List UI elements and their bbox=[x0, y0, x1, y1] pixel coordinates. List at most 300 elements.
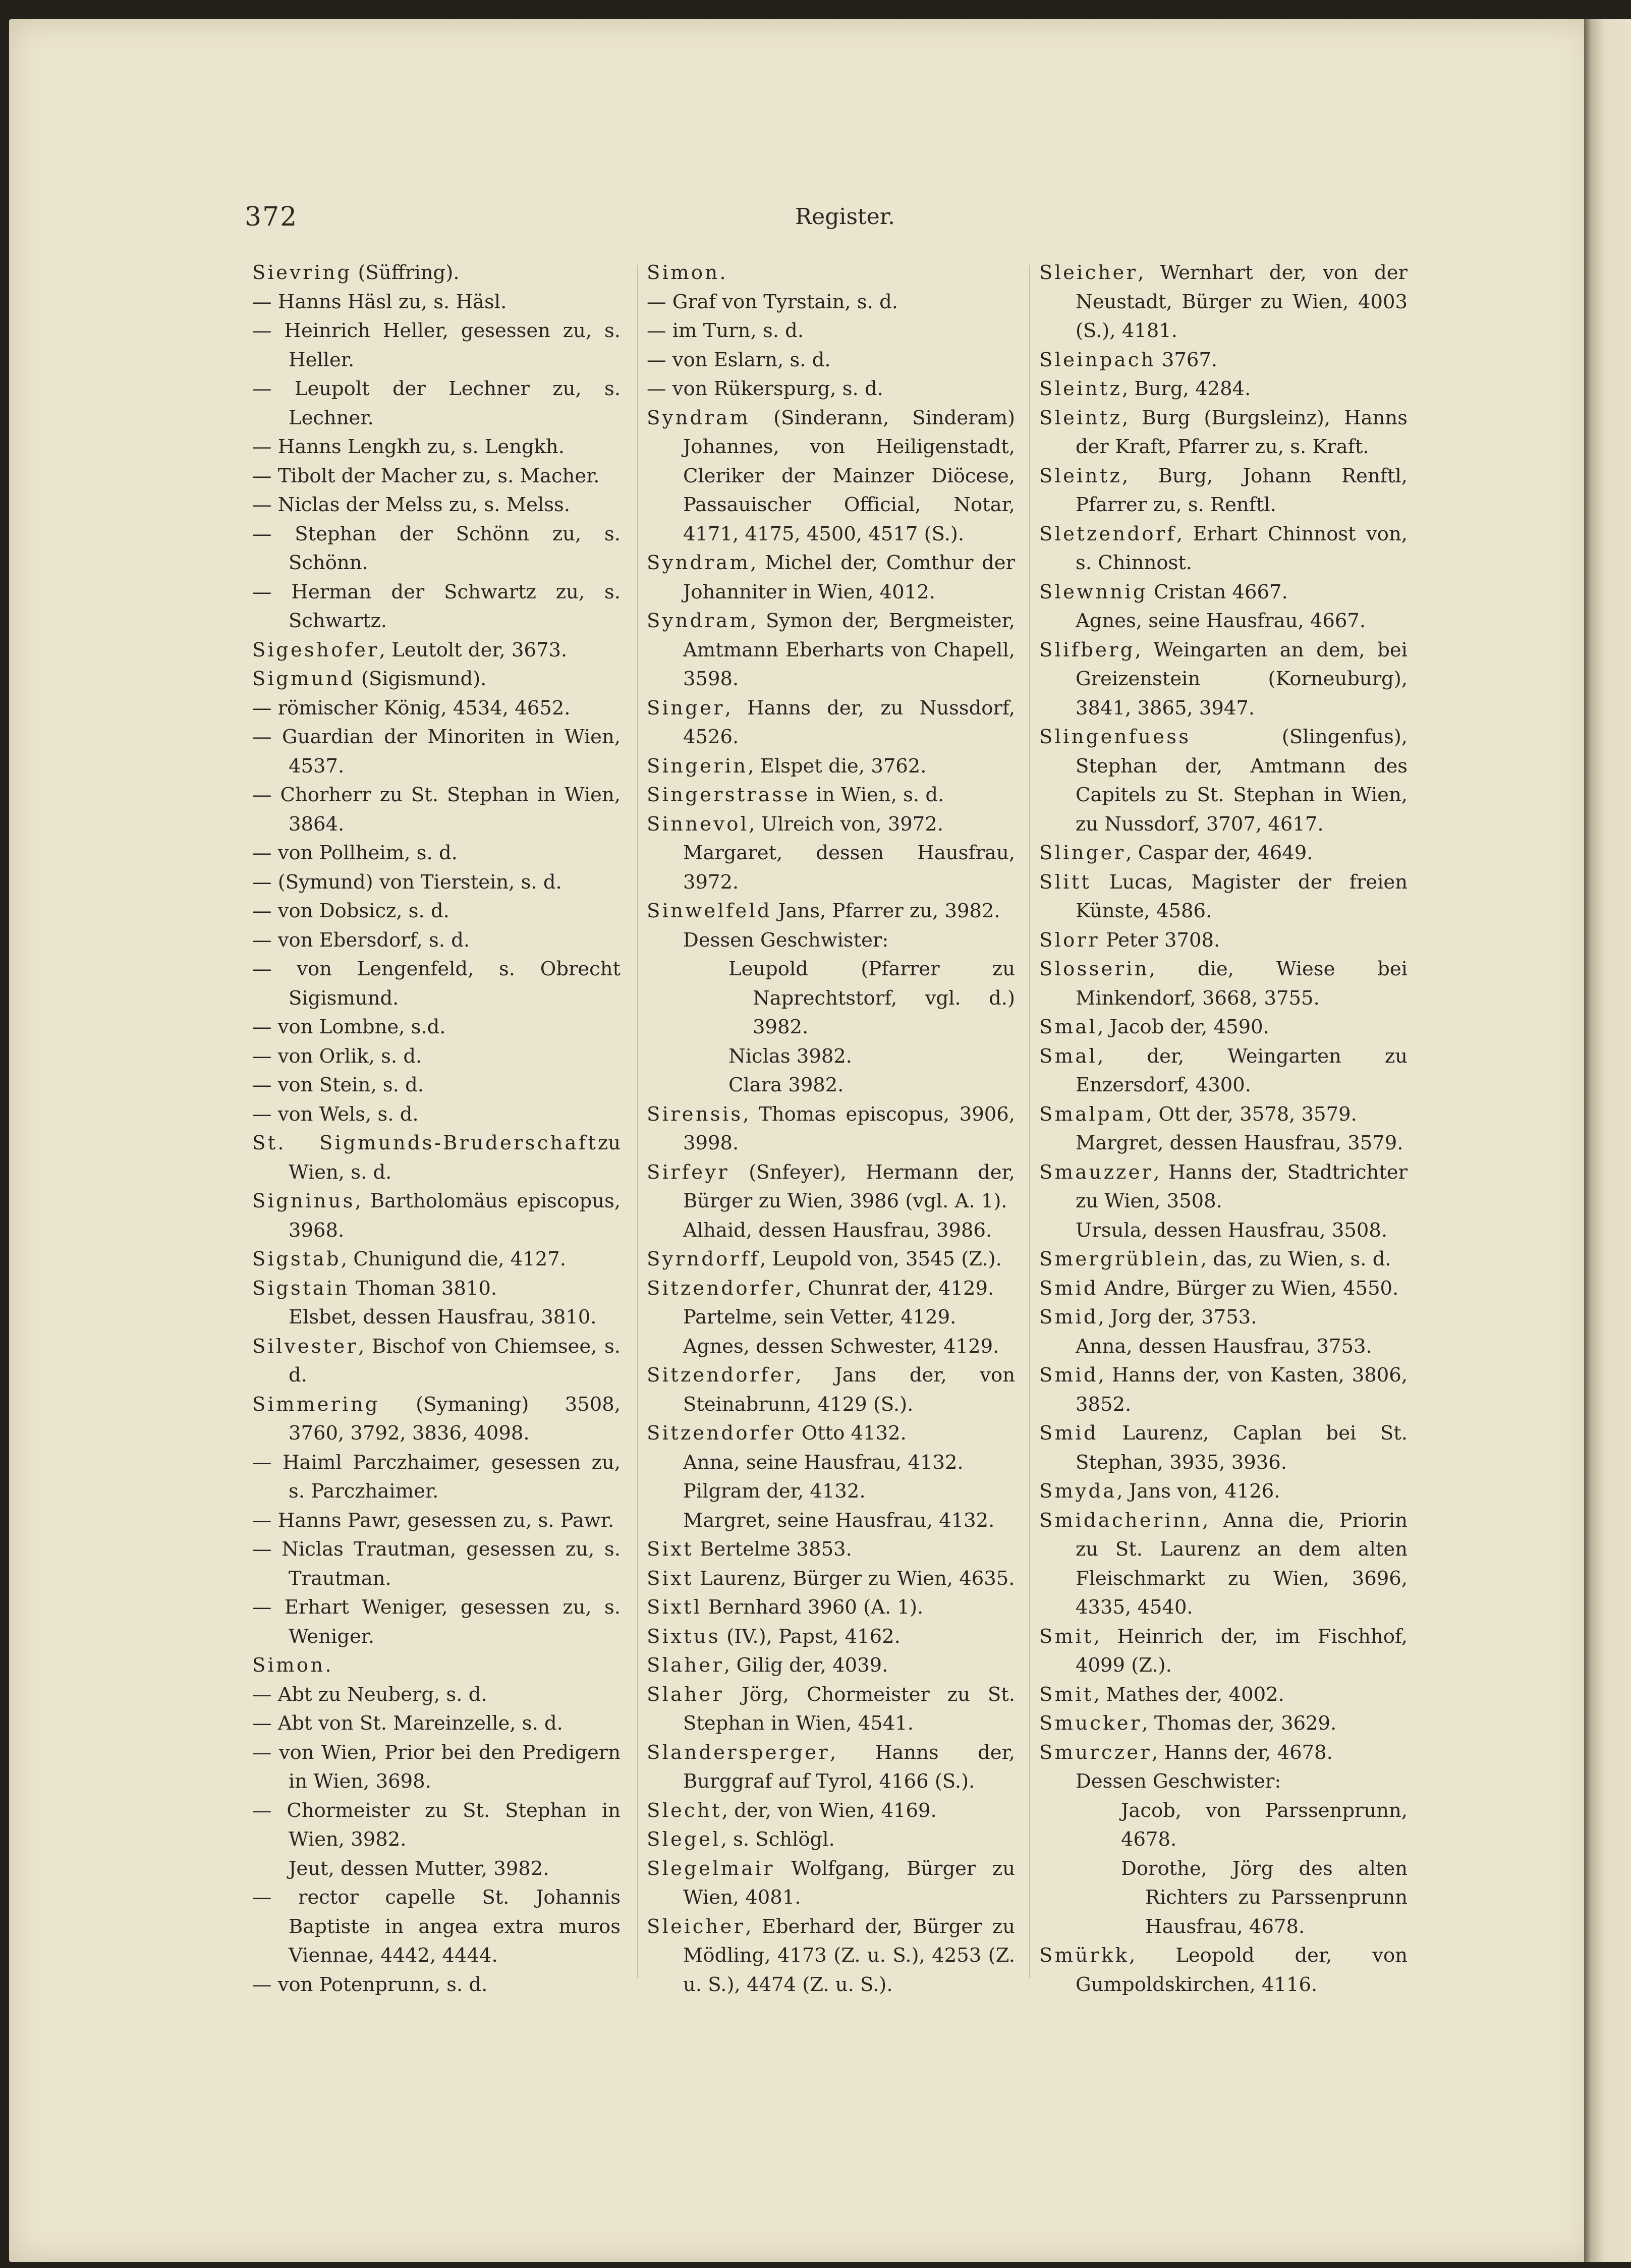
index-entry bbox=[647, 606, 1015, 694]
entry-headword: Smauzzer bbox=[1039, 1160, 1154, 1184]
index-entry bbox=[647, 404, 1015, 549]
index-entry bbox=[1039, 1245, 1408, 1274]
entry-text: , Caspar der, 4649. bbox=[1126, 842, 1313, 864]
entry-text: — im Turn, s. d. bbox=[647, 319, 804, 342]
entry-text: , Eberhard der, Bürger zu Mödling, 4173 (Z. u. S.), 4253 (Z. u. S.), 4474 (Z. u. S.). bbox=[683, 1915, 1015, 1996]
entry-headword: Smyda bbox=[1039, 1480, 1117, 1503]
entry-text: Bernhard 3960 (A. 1). bbox=[702, 1596, 924, 1619]
entry-headword: Sleinpach bbox=[1039, 348, 1156, 371]
entry-headword: Smid bbox=[1039, 1422, 1098, 1445]
entry-text: Jans, Pfarrer zu, 3982. bbox=[771, 900, 1000, 922]
index-entry bbox=[252, 897, 621, 926]
entry-headword: Singerstrasse bbox=[647, 784, 810, 806]
entry-text: — Niclas der Melss zu, s. Melss. bbox=[252, 493, 570, 516]
entry-text: Pilgram der, 4132. bbox=[683, 1480, 866, 1503]
entry-text: , Burg, 4284. bbox=[1121, 377, 1251, 400]
index-entry bbox=[647, 1796, 1015, 1826]
index-entry bbox=[1039, 404, 1408, 462]
entry-text: , Hanns der, 4678. bbox=[1152, 1741, 1333, 1764]
index-entry bbox=[252, 1100, 621, 1129]
entry-text: , Anna die, Priorin zu St. Laurenz an dem alten Fleischmarkt zu Wien, 3696, 4335, 4540. bbox=[1076, 1509, 1408, 1619]
index-entry bbox=[252, 316, 621, 374]
entry-text: — von Dobsicz, s. d. bbox=[252, 900, 449, 922]
entry-headword: Smal bbox=[1039, 1016, 1098, 1038]
entry-text: . bbox=[719, 261, 726, 284]
entry-text: , Ulreich von, 3972. bbox=[749, 812, 943, 836]
entry-headword: Smalpam bbox=[1039, 1102, 1146, 1126]
entry-text: (Süffring). bbox=[352, 261, 460, 284]
entry-text: , Weingarten an dem, bei Greizenstein (Korneuburg), 3841, 3865, 3947. bbox=[1076, 638, 1408, 720]
index-entry bbox=[1039, 1738, 1408, 1767]
entry-headword: Sigstab bbox=[252, 1248, 341, 1270]
entry-text: , Symon der, Bergmeister, Amtmann Eberharts von Chapell, 3598. bbox=[683, 610, 1015, 690]
entry-headword: Sleicher bbox=[647, 1915, 746, 1938]
entry-text: — von Ebersdorf, s. d. bbox=[252, 928, 470, 952]
index-entry bbox=[647, 1245, 1015, 1274]
index-entry bbox=[252, 1970, 621, 2000]
index-entry bbox=[252, 1651, 621, 1680]
column-divider bbox=[1029, 265, 1030, 1978]
entry-text: Peter 3708. bbox=[1099, 928, 1220, 952]
index-entry bbox=[1039, 1274, 1408, 1303]
entry-text: — von Pollheim, s. d. bbox=[252, 842, 458, 864]
index-entry bbox=[647, 781, 1015, 810]
index-entry bbox=[252, 839, 621, 868]
entry-text: , die, Wiese bei Minkendorf, 3668, 3755. bbox=[1076, 958, 1408, 1010]
index-entry bbox=[647, 1419, 1015, 1448]
entry-headword: Smergrüblein bbox=[1039, 1248, 1201, 1270]
index-entry bbox=[647, 810, 1015, 839]
entry-headword: Smit bbox=[1039, 1683, 1094, 1706]
index-entry bbox=[252, 1796, 621, 1854]
entry-text: — von Lombne, s.d. bbox=[252, 1016, 446, 1038]
entry-headword: Slaher bbox=[647, 1683, 724, 1706]
index-entry bbox=[252, 636, 621, 665]
entry-headword: Slandersperger bbox=[647, 1741, 830, 1764]
index-entry bbox=[252, 1883, 621, 1970]
index-entry bbox=[252, 288, 621, 317]
entry-headword: Signinus bbox=[252, 1190, 355, 1212]
index-entry bbox=[252, 868, 621, 897]
entry-text: , Thomas episcopus, 3906, 3998. bbox=[683, 1102, 1015, 1154]
entry-text: — von Lengenfeld, s. Obrecht Sigismund. bbox=[252, 958, 621, 1010]
entry-text: , Gilig der, 4039. bbox=[724, 1654, 888, 1677]
index-entry bbox=[647, 926, 1015, 955]
index-entry bbox=[1039, 374, 1408, 404]
index-entry bbox=[1039, 258, 1408, 346]
entry-text: — Abt von St. Mareinzelle, s. d. bbox=[252, 1712, 563, 1735]
entry-text: — Abt zu Neuberg, s. d. bbox=[252, 1683, 487, 1706]
entry-text: , Hanns der, von Kasten, 3806, 3852. bbox=[1076, 1364, 1408, 1416]
index-entry bbox=[1039, 1709, 1408, 1738]
entry-text: — rector capelle St. Johannis Baptiste in angea extra muros Viennae, 4442, 4444. bbox=[252, 1886, 621, 1967]
entry-text: — von Eslarn, s. d. bbox=[647, 348, 831, 371]
index-entry bbox=[647, 346, 1015, 375]
index-entry bbox=[647, 839, 1015, 897]
page-fold-edge bbox=[1584, 19, 1631, 2262]
entry-text: — Heinrich Heller, gesessen zu, s. Heller. bbox=[252, 319, 621, 371]
entry-text: , Elspet die, 3762. bbox=[748, 754, 927, 778]
entry-text: Wolfgang, Bürger zu Wien, 4081. bbox=[683, 1857, 1015, 1909]
index-entry bbox=[1039, 1129, 1408, 1158]
entry-text: , der, Weingarten zu Enzersdorf, 4300. bbox=[1076, 1044, 1408, 1096]
index-entry bbox=[647, 1622, 1015, 1651]
index-entry bbox=[1039, 462, 1408, 520]
entry-text: — Herman der Schwartz zu, s. Schwartz. bbox=[252, 580, 621, 632]
entry-headword: Sitzendorfer bbox=[647, 1364, 796, 1387]
index-entry bbox=[252, 1129, 621, 1187]
entry-text: , Mathes der, 4002. bbox=[1093, 1683, 1284, 1706]
entry-headword: Slorr bbox=[1039, 928, 1100, 952]
entry-headword: Slewnnig bbox=[1039, 580, 1148, 603]
entry-text: Dessen Geschwister: bbox=[1076, 1770, 1281, 1793]
index-entry bbox=[1039, 520, 1408, 578]
index-entry bbox=[252, 432, 621, 462]
entry-text: — von Wels, s. d. bbox=[252, 1102, 419, 1126]
entry-headword: Smit bbox=[1039, 1625, 1094, 1648]
index-entry bbox=[647, 1738, 1015, 1796]
index-entry bbox=[1039, 926, 1408, 955]
entry-headword: Simon bbox=[647, 261, 720, 284]
entry-text: , Burg, Johann Renftl, Pfarrer zu, s. Renftl. bbox=[1076, 464, 1408, 516]
entry-text: in Wien, s. d. bbox=[810, 784, 944, 806]
entry-headword: Sinnevol bbox=[647, 812, 749, 836]
entry-headword: Sievring bbox=[252, 261, 352, 284]
index-entry bbox=[1039, 1013, 1408, 1042]
index-entry bbox=[1039, 1477, 1408, 1506]
entry-text: , Chunrat der, 4129. bbox=[795, 1277, 994, 1300]
index-entry bbox=[252, 1506, 621, 1535]
index-entry bbox=[252, 520, 621, 578]
entry-headword: Smid bbox=[1039, 1277, 1098, 1300]
entry-text: Clara 3982. bbox=[728, 1074, 844, 1096]
entry-text: — Niclas Trautman, gesessen zu, s. Trautman. bbox=[252, 1538, 621, 1590]
entry-headword: Slifberg bbox=[1039, 638, 1135, 661]
index-entry bbox=[647, 374, 1015, 404]
entry-text: — Chorherr zu St. Stephan in Wien, 3864. bbox=[252, 784, 621, 836]
index-entry bbox=[647, 1448, 1015, 1477]
entry-headword: Sleintz bbox=[1039, 464, 1122, 487]
entry-text: — Erhart Weniger, gesessen zu, s. Weniger. bbox=[252, 1596, 621, 1648]
entry-text: Thoman 3810. bbox=[349, 1277, 497, 1300]
entry-headword: Slitt bbox=[1039, 870, 1092, 894]
index-entry bbox=[252, 926, 621, 955]
entry-text: — (Symund) von Tierstein, s. d. bbox=[252, 870, 562, 894]
entry-text: Dessen Geschwister: bbox=[683, 928, 889, 952]
index-entry bbox=[1039, 1158, 1408, 1216]
index-entry bbox=[647, 1477, 1015, 1506]
index-entry bbox=[1039, 1796, 1408, 1854]
entry-text: Margaret, dessen Hausfrau, 3972. bbox=[683, 842, 1015, 894]
index-entry bbox=[252, 462, 621, 491]
index-entry bbox=[1039, 868, 1408, 926]
entry-text: , Jans von, 4126. bbox=[1116, 1480, 1280, 1503]
index-entry bbox=[252, 1738, 621, 1796]
index-entry bbox=[647, 1506, 1015, 1535]
entry-text: , Ott der, 3578, 3579. bbox=[1146, 1102, 1357, 1126]
entry-headword: Slecht bbox=[647, 1799, 722, 1822]
entry-headword: Slosserin bbox=[1039, 958, 1149, 980]
entry-text: — Tibolt der Macher zu, s. Macher. bbox=[252, 464, 600, 487]
entry-headword: Slinger bbox=[1039, 842, 1126, 864]
entry-text: , s. Schlögl. bbox=[720, 1828, 835, 1851]
index-entry bbox=[647, 1216, 1015, 1245]
entry-headword: Simon bbox=[252, 1654, 325, 1677]
entry-headword: Syndram bbox=[647, 610, 751, 632]
index-entry bbox=[647, 1535, 1015, 1564]
entry-text: Partelme, sein Vetter, 4129. bbox=[683, 1306, 957, 1329]
entry-headword: Smurczer bbox=[1039, 1741, 1152, 1764]
page-number: 372 bbox=[245, 202, 298, 232]
entry-text: Margret, dessen Hausfrau, 3579. bbox=[1076, 1132, 1403, 1154]
entry-headword: Singerin bbox=[647, 754, 748, 778]
entry-headword: Sigmund bbox=[252, 668, 355, 690]
entry-headword: Sixtus bbox=[647, 1625, 720, 1648]
index-entry bbox=[1039, 1361, 1408, 1419]
entry-headword: Slegel bbox=[647, 1828, 721, 1851]
entry-text: — von Orlik, s. d. bbox=[252, 1044, 422, 1068]
entry-text: , Jorg der, 3753. bbox=[1098, 1306, 1257, 1329]
entry-headword: Slegelmair bbox=[647, 1857, 775, 1880]
entry-headword: Singer bbox=[647, 696, 725, 720]
index-entry bbox=[1039, 1622, 1408, 1680]
entry-headword: Syndram bbox=[647, 406, 751, 429]
entry-text: Anna, seine Hausfrau, 4132. bbox=[683, 1451, 964, 1474]
index-entry bbox=[1039, 1854, 1408, 1942]
entry-text: Leupold (Pfarrer zu Naprechtstorf, vgl. d.) 3982. bbox=[728, 958, 1015, 1038]
entry-text: — von Wien, Prior bei den Predigern in Wien, 3698. bbox=[252, 1741, 621, 1793]
index-entry bbox=[1039, 1303, 1408, 1332]
entry-headword: Sletzendorf bbox=[1039, 522, 1176, 545]
entry-text: — Chormeister zu St. Stephan in Wien, 3982. bbox=[252, 1799, 621, 1851]
index-entry bbox=[252, 1071, 621, 1100]
entry-text: , Michel der, Comthur der Johanniter in Wien, 4012. bbox=[683, 551, 1015, 603]
index-entry bbox=[647, 1651, 1015, 1680]
index-column-middle bbox=[647, 258, 1015, 1999]
entry-text: — römischer König, 4534, 4652. bbox=[252, 696, 571, 720]
index-entry bbox=[1039, 1332, 1408, 1361]
entry-text: , Wernhart der, von der Neustadt, Bürger zu Wien, 4003 (S.), 4181. bbox=[1076, 261, 1408, 342]
entry-text: Niclas 3982. bbox=[728, 1044, 853, 1068]
entry-text: , Jacob der, 4590. bbox=[1097, 1016, 1269, 1038]
entry-text: , Thomas der, 3629. bbox=[1142, 1712, 1337, 1735]
index-entry bbox=[647, 1100, 1015, 1158]
entry-text: Ursula, dessen Hausfrau, 3508. bbox=[1076, 1219, 1388, 1242]
index-entry bbox=[252, 1332, 621, 1390]
index-entry bbox=[647, 258, 1015, 288]
entry-text: , das, zu Wien, s. d. bbox=[1200, 1248, 1391, 1270]
entry-headword: Sixt bbox=[647, 1567, 694, 1590]
entry-headword: Sixtl bbox=[647, 1596, 702, 1619]
entry-text: , Leopold der, von Gumpoldskirchen, 4116. bbox=[1076, 1944, 1408, 1996]
entry-text: Andre, Bürger zu Wien, 4550. bbox=[1098, 1277, 1399, 1300]
index-entry bbox=[252, 665, 621, 694]
index-entry bbox=[647, 1680, 1015, 1738]
index-entry bbox=[1039, 346, 1408, 375]
entry-headword: Syndram bbox=[647, 551, 751, 574]
entry-text: , Hanns der, zu Nussdorf, 4526. bbox=[683, 696, 1015, 748]
entry-headword: Sleintz bbox=[1039, 406, 1122, 429]
index-entry bbox=[1039, 1100, 1408, 1129]
index-entry bbox=[1039, 1042, 1408, 1100]
entry-text: Bertelme 3853. bbox=[693, 1538, 852, 1561]
entry-text: — Haiml Parczhaimer, gesessen zu, s. Parczhaimer. bbox=[252, 1451, 621, 1503]
index-entry bbox=[647, 1854, 1015, 1912]
index-entry bbox=[647, 316, 1015, 346]
index-entry bbox=[647, 955, 1015, 1042]
index-entry bbox=[1039, 1216, 1408, 1245]
entry-text: — Hanns Häsl zu, s. Häsl. bbox=[252, 290, 507, 313]
index-entry bbox=[252, 1854, 621, 1884]
entry-text: , Heinrich der, im Fischhof, 4099 (Z.). bbox=[1076, 1625, 1408, 1677]
entry-text: (Sigismund). bbox=[355, 668, 487, 690]
entry-text: Jacob, von Parssenprunn, 4678. bbox=[1121, 1799, 1408, 1851]
index-entry bbox=[1039, 839, 1408, 868]
index-entry bbox=[647, 1158, 1015, 1216]
index-entry bbox=[1039, 1941, 1408, 1999]
index-entry bbox=[252, 723, 621, 781]
index-entry bbox=[647, 1303, 1015, 1332]
entry-text: , Burg (Burgsleinz), Hanns der Kraft, Pfarrer zu, s. Kraft. bbox=[1076, 406, 1408, 458]
entry-headword: Simmering bbox=[252, 1393, 380, 1416]
entry-headword: Sitzendorfer bbox=[647, 1277, 796, 1300]
entry-text: — Leupolt der Lechner zu, s. Lechner. bbox=[252, 377, 621, 429]
entry-text: (Slingenfus), Stephan der, Amtmann des Capitels zu St. Stephan in Wien, zu Nussdorf, 3707, 4617. bbox=[1076, 726, 1408, 836]
index-entry bbox=[252, 258, 621, 288]
index-entry bbox=[252, 1390, 621, 1448]
entry-text: (IV.), Papst, 4162. bbox=[720, 1625, 901, 1648]
index-entry bbox=[647, 1361, 1015, 1419]
entry-text: Alhaid, dessen Hausfrau, 3986. bbox=[683, 1219, 992, 1242]
index-entry bbox=[252, 1709, 621, 1738]
entry-text: — Hanns Lengkh zu, s. Lengkh. bbox=[252, 435, 565, 458]
index-entry bbox=[252, 1535, 621, 1593]
entry-text: — Hanns Pawr, gesessen zu, s. Pawr. bbox=[252, 1509, 614, 1532]
entry-text: (Sinderann, Sinderam) Johannes, von Heiligenstadt, Cleriker der Mainzer Diöcese, Passauischer Official, Notar, 4171, 4175, 4500, 4517 (S.). bbox=[683, 406, 1015, 545]
index-entry bbox=[252, 955, 621, 1013]
index-entry bbox=[252, 1042, 621, 1071]
index-entry bbox=[1039, 1506, 1408, 1622]
index-entry bbox=[1039, 955, 1408, 1013]
index-entry bbox=[647, 1042, 1015, 1071]
entry-text: , der, von Wien, 4169. bbox=[721, 1799, 937, 1822]
index-entry bbox=[252, 1013, 621, 1042]
entry-headword: Sirensis bbox=[647, 1102, 743, 1126]
entry-headword: Sleintz bbox=[1039, 377, 1122, 400]
entry-text: — von Rükerspurg, s. d. bbox=[647, 377, 883, 400]
entry-text: (Symaning) 3508, 3760, 3792, 3836, 4098. bbox=[289, 1393, 621, 1445]
entry-text: Laurenz, Bürger zu Wien, 4635. bbox=[693, 1567, 1015, 1590]
index-entry bbox=[647, 288, 1015, 317]
entry-headword: Sitzendorfer bbox=[647, 1422, 796, 1445]
index-entry bbox=[647, 1825, 1015, 1854]
index-entry bbox=[647, 1274, 1015, 1303]
index-entry bbox=[1039, 1767, 1408, 1796]
entry-headword: Sigstain bbox=[252, 1277, 350, 1300]
index-entry bbox=[252, 1448, 621, 1506]
index-entry bbox=[647, 1071, 1015, 1100]
entry-text: Dorothe, Jörg des alten Richters zu Parssenprunn Hausfrau, 4678. bbox=[1121, 1857, 1408, 1938]
entry-headword: Smürkk bbox=[1039, 1944, 1130, 1967]
entry-text: , Chunigund die, 4127. bbox=[341, 1248, 567, 1270]
entry-text: (Snfeyer), Hermann der, Bürger zu Wien, 3986 (vgl. A. 1). bbox=[683, 1160, 1015, 1212]
index-entry bbox=[647, 1593, 1015, 1622]
entry-text: , Erhart Chinnost von, s. Chinnost. bbox=[1076, 522, 1408, 574]
index-entry bbox=[647, 1912, 1015, 2000]
index-entry bbox=[647, 1332, 1015, 1361]
entry-headword: Smucker bbox=[1039, 1712, 1142, 1735]
index-column-right bbox=[1039, 258, 1408, 1999]
index-entry bbox=[252, 374, 621, 432]
entry-text: — Graf von Tyrstain, s. d. bbox=[647, 290, 898, 313]
entry-headword: Sigeshofer bbox=[252, 638, 379, 661]
entry-headword: St. Sigmunds-Bruderschaft bbox=[252, 1132, 598, 1154]
index-entry bbox=[1039, 636, 1408, 723]
entry-headword: Smid bbox=[1039, 1306, 1098, 1329]
entry-text: Lucas, Magister der freien Künste, 4586. bbox=[1076, 870, 1408, 922]
index-entry bbox=[647, 548, 1015, 606]
entry-headword: Sirfeyr bbox=[647, 1160, 729, 1184]
entry-text: Jeut, dessen Mutter, 3982. bbox=[289, 1857, 549, 1880]
entry-headword: Slaher bbox=[647, 1654, 724, 1677]
entry-headword: Smal bbox=[1039, 1044, 1098, 1068]
index-column-left bbox=[252, 258, 621, 1999]
index-entry bbox=[252, 1303, 621, 1332]
entry-headword: Smid bbox=[1039, 1364, 1098, 1387]
entry-text: , Bartholomäus episcopus, 3968. bbox=[289, 1190, 621, 1242]
index-entry bbox=[252, 1245, 621, 1274]
entry-text: , Hanns der, Burggraf auf Tyrol, 4166 (S.). bbox=[683, 1741, 1015, 1793]
entry-text: Cristan 4667. bbox=[1147, 580, 1288, 603]
index-entry bbox=[647, 752, 1015, 781]
index-entry bbox=[252, 781, 621, 839]
column-divider bbox=[637, 265, 638, 1978]
entry-headword: Sleicher bbox=[1039, 261, 1138, 284]
index-entry bbox=[647, 897, 1015, 926]
entry-headword: Sinwelfeld bbox=[647, 900, 772, 922]
index-entry bbox=[1039, 1680, 1408, 1709]
index-entry bbox=[647, 694, 1015, 752]
entry-text: — Stephan der Schönn zu, s. Schönn. bbox=[252, 522, 621, 574]
entry-text: Agnes, seine Hausfrau, 4667. bbox=[1076, 610, 1366, 632]
entry-text: — von Potenprunn, s. d. bbox=[252, 1973, 488, 1996]
entry-text: . bbox=[325, 1654, 331, 1677]
index-entry bbox=[1039, 723, 1408, 839]
index-entry bbox=[1039, 578, 1408, 607]
entry-text: Laurenz, Caplan bei St. Stephan, 3935, 3936. bbox=[1076, 1422, 1408, 1474]
index-entry bbox=[1039, 1419, 1408, 1477]
index-entry bbox=[647, 1564, 1015, 1593]
entry-text: , Jans der, von Steinabrunn, 4129 (S.). bbox=[683, 1364, 1015, 1416]
running-title: Register. bbox=[795, 204, 895, 230]
index-entry bbox=[252, 1187, 621, 1245]
entry-headword: Smidacherinn bbox=[1039, 1509, 1203, 1532]
entry-text: — von Stein, s. d. bbox=[252, 1074, 424, 1096]
entry-text: Margret, seine Hausfrau, 4132. bbox=[683, 1509, 995, 1532]
entry-headword: Syrndorff bbox=[647, 1248, 760, 1270]
entry-text: Jörg, Chormeister zu St. Stephan in Wien, 4541. bbox=[683, 1683, 1015, 1735]
entry-text: 3767. bbox=[1155, 348, 1218, 371]
index-entry bbox=[252, 1680, 621, 1709]
entry-text: , Hanns der, Stadtrichter zu Wien, 3508. bbox=[1076, 1160, 1408, 1212]
entry-text: zu Wien, s. d. bbox=[289, 1132, 621, 1184]
index-entry bbox=[252, 1274, 621, 1303]
index-entry bbox=[252, 1593, 621, 1651]
entry-text: , Leutolt der, 3673. bbox=[379, 638, 568, 661]
entry-text: Elsbet, dessen Hausfrau, 3810. bbox=[289, 1306, 597, 1329]
entry-text: , Bischof von Chiemsee, s. d. bbox=[289, 1335, 621, 1387]
entry-headword: Silvester bbox=[252, 1335, 359, 1358]
